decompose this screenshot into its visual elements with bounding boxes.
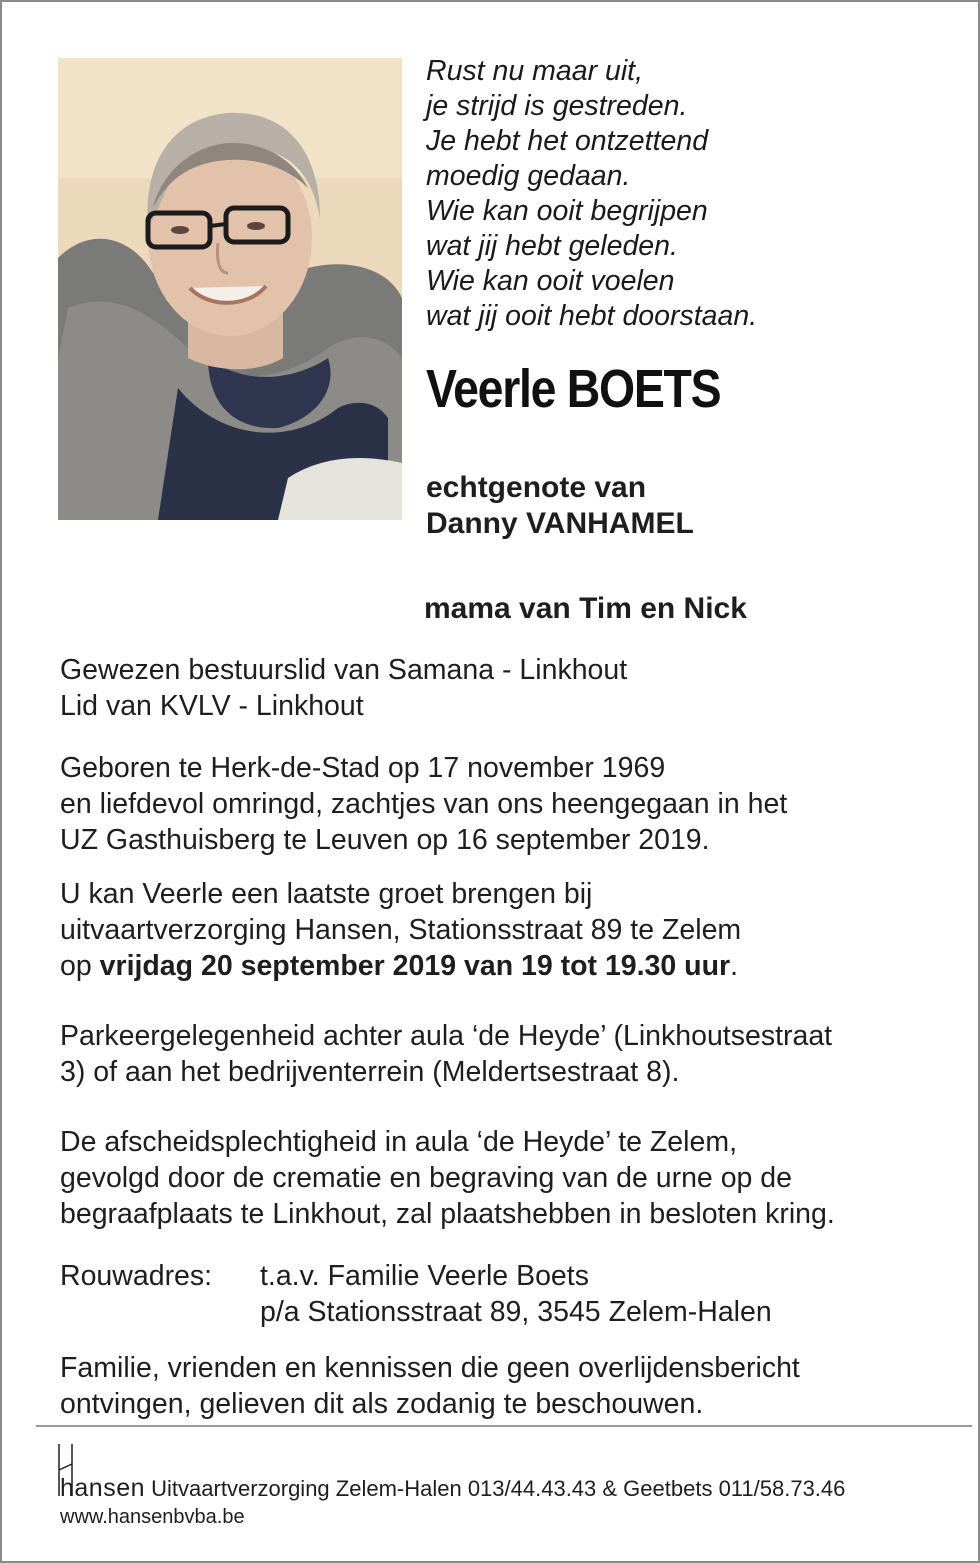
address-line: p/a Stationsstraat 89, 3545 Zelem-Halen bbox=[260, 1296, 772, 1328]
notice-paragraph bbox=[60, 1350, 800, 1422]
deceased-name: Veerle BOETS bbox=[426, 359, 721, 419]
parking-paragraph bbox=[60, 1018, 832, 1090]
visitation-suffix: . bbox=[730, 950, 739, 982]
footer-website-link[interactable]: www.hansenbvba.be bbox=[60, 1506, 245, 1528]
visitation-prefix: op bbox=[60, 950, 100, 982]
poem-line: moedig gedaan. bbox=[426, 160, 631, 192]
birth-death-line: Geboren te Herk-de-Stad op 17 november 1969 bbox=[60, 752, 666, 784]
footer-details: Uitvaartverzorging Zelem-Halen 013/44.43.43 & Geetbets 011/58.73.46 bbox=[151, 1476, 846, 1501]
address-line: t.a.v. Familie Veerle Boets bbox=[260, 1260, 589, 1292]
poem-line: Wie kan ooit begrijpen bbox=[426, 195, 708, 227]
spouse-intro: echtgenote van bbox=[426, 471, 647, 504]
visitation-paragraph bbox=[60, 876, 741, 984]
visitation-datetime: vrijdag 20 september 2019 van 19 tot 19.30 uur bbox=[99, 950, 731, 982]
poem-line: wat jij ooit hebt doorstaan. bbox=[426, 300, 758, 332]
ceremony-paragraph bbox=[60, 1124, 835, 1232]
poem-line: Wie kan ooit voelen bbox=[426, 265, 675, 297]
portrait-illustration bbox=[58, 58, 402, 520]
footer-brand: hansen bbox=[60, 1474, 146, 1502]
mourning-address bbox=[60, 1258, 772, 1330]
footer-contact bbox=[60, 1474, 845, 1503]
address-row bbox=[60, 1258, 772, 1294]
footer-divider bbox=[36, 1425, 972, 1427]
poem-line: Rust nu maar uit, bbox=[426, 55, 644, 87]
visitation-line bbox=[60, 948, 741, 984]
poem-line: Je hebt het ontzettend bbox=[426, 125, 709, 157]
parking-line: 3) of aan het bedrijventerrein (Meldertsestraat 8). bbox=[60, 1056, 680, 1088]
birth-death-paragraph bbox=[60, 750, 787, 858]
children-line: mama van Tim en Nick bbox=[424, 592, 747, 625]
notice-line: ontvingen, gelieven dit als zodanig te beschouwen. bbox=[60, 1388, 704, 1420]
spouse-block bbox=[426, 470, 694, 542]
address-row bbox=[60, 1294, 772, 1330]
membership-line: Gewezen bestuurslid van Samana - Linkhout bbox=[60, 654, 628, 686]
ceremony-line: De afscheidsplechtigheid in aula ‘de Heyde’ te Zelem, bbox=[60, 1126, 738, 1158]
memberships bbox=[60, 652, 627, 724]
poem-line: wat jij hebt geleden. bbox=[426, 230, 678, 262]
portrait-photo bbox=[58, 58, 402, 520]
birth-death-line: UZ Gasthuisberg te Leuven op 16 september 2019. bbox=[60, 824, 710, 856]
notice-line: Familie, vrienden en kennissen die geen overlijdensbericht bbox=[60, 1352, 800, 1384]
parking-line: Parkeergelegenheid achter aula ‘de Heyde’ (Linkhoutsestraat bbox=[60, 1020, 833, 1052]
membership-line: Lid van KVLV - Linkhout bbox=[60, 690, 364, 722]
address-label: Rouwadres: bbox=[60, 1260, 213, 1292]
visitation-line: uitvaartverzorging Hansen, Stationsstraat 89 te Zelem bbox=[60, 914, 742, 946]
visitation-line: U kan Veerle een laatste groet brengen bij bbox=[60, 878, 593, 910]
poem bbox=[426, 54, 757, 334]
ceremony-line: begraafplaats te Linkhout, zal plaatshebben in besloten kring. bbox=[60, 1198, 835, 1230]
birth-death-line: en liefdevol omringd, zachtjes van ons heengegaan in het bbox=[60, 788, 788, 820]
spouse-name: Danny VANHAMEL bbox=[426, 507, 694, 540]
ceremony-line: gevolgd door de crematie en begraving van de urne op de bbox=[60, 1162, 793, 1194]
poem-line: je strijd is gestreden. bbox=[426, 90, 688, 122]
